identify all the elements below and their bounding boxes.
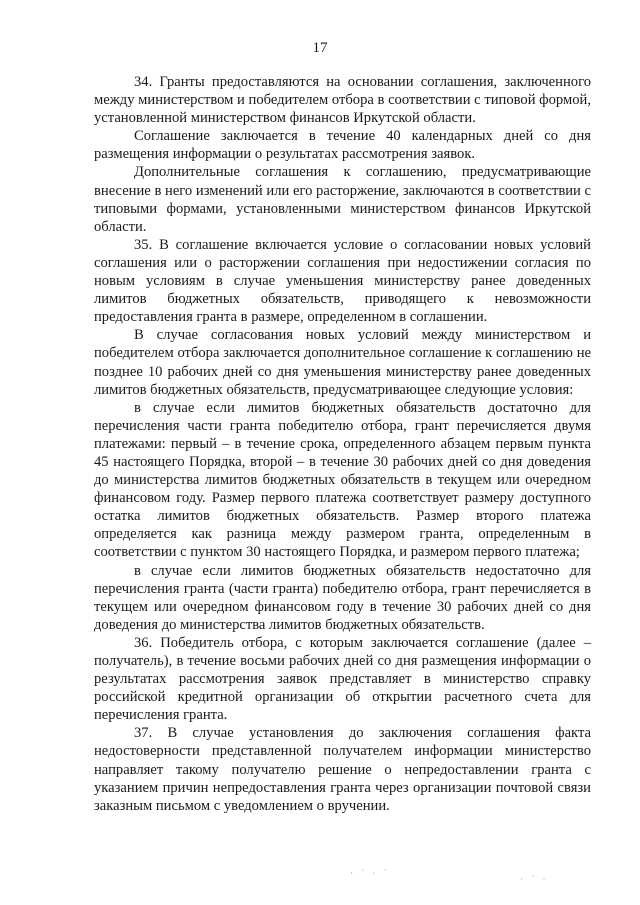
paragraph-new-conditions: В случае согласования новых условий между министерством и победителем отбора заключается дополнительное соглашение к соглашению не позднее 10 рабочих дней со дня уменьшения министерству ранее доведенных лимитов бюджетных обязательств, предусматривающее следующие условия: <box>94 327 591 398</box>
scan-artifact-marks: · ˋ · ˊ <box>350 868 390 878</box>
document-body <box>94 73 591 815</box>
page-number: 17 <box>312 40 328 56</box>
scan-artifact-marks-right: · ˊ · <box>520 874 549 884</box>
paragraph-37: 37. В случае установления до заключения соглашения факта недостоверности представленной получателем информации министерство направляет такому получателю решение о непредоставлении гранта с указанием причин непредоставления гранта через организации почтовой связи заказным письмом с уведомлением о вручении. <box>94 725 591 814</box>
paragraph-36: 36. Победитель отбора, с которым заключается соглашение (далее – получатель), в течение восьми рабочих дней со дня размещения информации о результатах рассмотрения заявок представляет в министерство справку российской кредитной организации об открытии расчетного счета для перечисления гранта. <box>94 634 591 724</box>
paragraph-34: 34. Гранты предоставляются на основании соглашения, заключенного между министерством и победителем отбора в соответствии с типовой формой, установленной министерством финансов Иркутской области. <box>94 74 591 127</box>
paragraph-insufficient-limits: в случае если лимитов бюджетных обязательств недостаточно для перечисления гранта (части гранта) победителю отбора, грант перечисляется в текущем или очередном финансовом году в течение 30 рабочих дней со дня доведения до министерства лимитов бюджетных обязательств. <box>94 562 591 633</box>
paragraph-additional-agreements: Дополнительные соглашения к соглашению, предусматривающие внесение в него изменений или его расторжение, заключаются в соответствии с типовыми формами, установленными министерством финансов Иркутской области. <box>94 164 591 235</box>
paragraph-sufficient-limits: в случае если лимитов бюджетных обязательств достаточно для перечисления части гранта победителю отбора, грант перечисляется двумя платежами: первый – в течение срока, определенного абзацем первым пункта 45 настоящего Порядка, второй – в течение 30 рабочих дней со дня доведения до министерства лимитов бюджетных обязательств в текущем или очередном финансовом году. Размер первого платежа соответствует размеру доступного остатка лимитов бюджетных обязательств. Размер второго платежа определяется как разница между размером гранта, определенным в соответствии с пунктом 30 настоящего Порядка, и размером первого платежа; <box>94 399 591 561</box>
paragraph-agreement-term: Соглашение заключается в течение 40 календарных дней со дня размещения информации о результатах рассмотрения заявок. <box>94 128 591 163</box>
paragraph-35: 35. В соглашение включается условие о согласовании новых условий соглашения или о расторжении соглашения при недостижении согласия по новым условиям в случае уменьшения министерству ранее доведенных лимитов бюджетных обязательств, приводящего к невозможности предоставления гранта в размере, определенном в соглашении. <box>94 236 591 326</box>
